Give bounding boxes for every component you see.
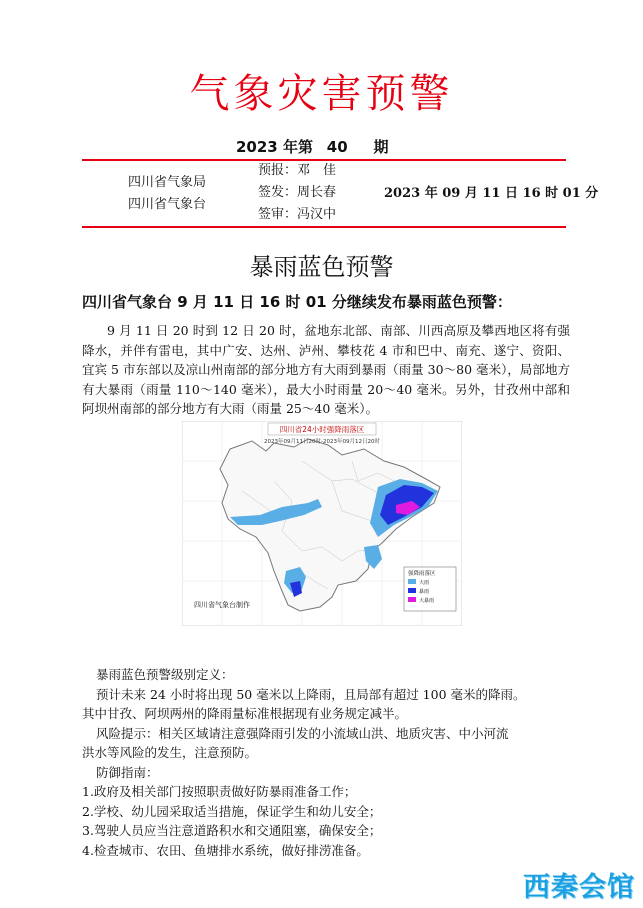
org-observatory: 四川省气象台 bbox=[128, 197, 207, 212]
rainfall-map-svg bbox=[182, 421, 462, 626]
map-maker: 四川省气象台制作 bbox=[194, 601, 250, 609]
legend-label-torrential: 大暴雨 bbox=[419, 598, 435, 604]
rainfall-map bbox=[182, 421, 462, 626]
issue-number-line bbox=[236, 136, 388, 157]
page-title: 气象灾害预警 bbox=[189, 71, 454, 117]
definition-line: 其中甘孜、阿坝两州的降雨量标准根据现有业务规定减半。 bbox=[82, 706, 408, 721]
risk-line: 风险提示：相关区域请注意强降雨引发的小流域山洪、地质灾害、中小河流 bbox=[96, 725, 509, 741]
header-bottom-rule bbox=[82, 226, 566, 228]
issuing-orgs bbox=[128, 172, 206, 216]
map-period: 2023年09月11日20时-2023年09月12日20时 bbox=[264, 439, 380, 445]
warning-body bbox=[82, 321, 570, 419]
guide-item: 2.学校、幼儿园采取适当措施，保证学生和幼儿安全； bbox=[82, 803, 382, 819]
issue-datetime: 2023 年 09 月 11 日 16 时 01 分 bbox=[384, 186, 599, 201]
definition-heading: 暴雨蓝色预警级别定义： bbox=[96, 667, 234, 682]
legend-swatch-heavy bbox=[408, 579, 416, 584]
issue-number: 40 bbox=[326, 138, 348, 156]
warning-title: 暴雨蓝色预警 bbox=[249, 253, 394, 281]
legend-label-rainstorm: 暴雨 bbox=[419, 589, 430, 595]
issuer: 签发：周长春 bbox=[258, 185, 337, 200]
warning-body-text: 9 月 11 日 20 时到 12 日 20 时，盆地东北部、南部、川西高原及攀西地区将有强降水，并伴有雷电，其中广安、达州、泸州、攀枝花 4 市和巴中、南充、遂宁、资阳、宜宾 5 市东部以及凉山州南部的部分地方有大雨到暴雨（雨量 30～80 毫米），局部地方有大暴雨（雨量 110～140 毫米），最大小时雨量 20～40 毫米。另外，甘孜州中部和阿坝州南部的部分地方有大雨（雨量 25～40 毫米）。 bbox=[82, 323, 570, 416]
guide-item: 1.政府及相关部门按照职责做好防暴雨准备工作； bbox=[82, 784, 357, 799]
guide-heading: 防御指南： bbox=[96, 764, 159, 780]
reviewer: 签审：冯汉中 bbox=[258, 207, 337, 222]
issue-suffix: 期 bbox=[373, 138, 389, 156]
legend-swatch-rainstorm bbox=[408, 588, 416, 593]
legend-swatch-torrential bbox=[408, 597, 416, 602]
definition-section bbox=[82, 665, 570, 860]
warning-subtitle: 四川省气象台 9 月 11 日 16 时 01 分继续发布暴雨蓝色预警： bbox=[82, 293, 512, 311]
signatures bbox=[258, 160, 336, 226]
org-bureau: 四川省气象局 bbox=[128, 175, 207, 190]
legend-label-heavy: 大雨 bbox=[419, 580, 430, 586]
risk-line: 洪水等风险的发生，注意预防。 bbox=[82, 745, 258, 760]
watermark-logo: 西秦会馆 bbox=[523, 872, 635, 903]
issue-year: 2023 年第 bbox=[236, 138, 313, 156]
forecaster: 预报：邓 佳 bbox=[258, 163, 337, 178]
guide-item: 3.驾驶人员应当注意道路积水和交通阻塞，确保安全； bbox=[82, 823, 382, 838]
legend-title: 强降雨落区 bbox=[408, 571, 436, 577]
guide-item: 4.检查城市、农田、鱼塘排水系统，做好排涝准备。 bbox=[82, 842, 369, 858]
map-title: 四川省24小时强降雨落区 bbox=[279, 425, 365, 434]
definition-line: 预计未来 24 小时将出现 50 毫米以上降雨，且局部有超过 100 毫米的降雨。 bbox=[96, 686, 526, 702]
